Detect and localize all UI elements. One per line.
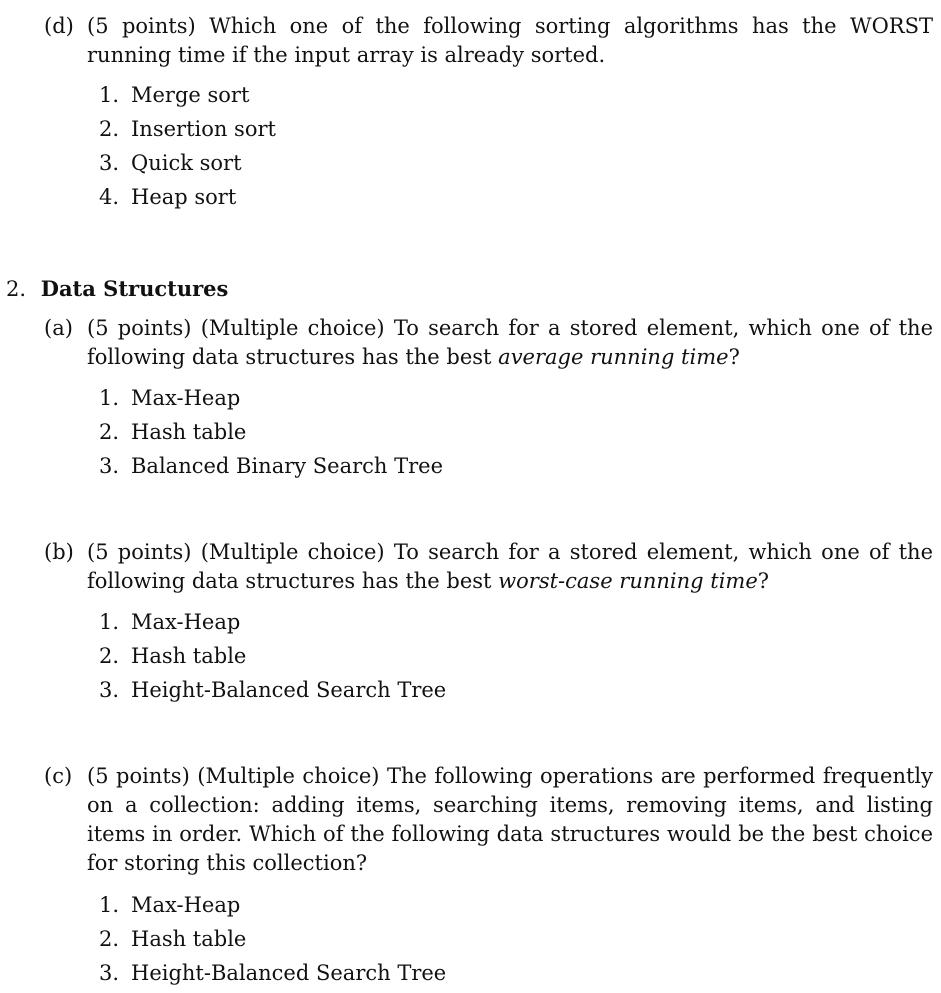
question-text: (5 points) (Multiple choice) The following operations are performed frequently on a collection: adding items, searching items, removing items, and listing items in order. Which of the following data structures would be the best choice for storing this collection? <box>87 764 933 875</box>
option-number: 2. <box>99 927 120 951</box>
section-number: 2. <box>6 277 27 301</box>
question-tag: (b) <box>44 540 74 564</box>
option-item <box>99 449 443 483</box>
option-label: Quick sort <box>131 151 242 175</box>
option-item <box>99 639 446 673</box>
option-item <box>99 381 443 415</box>
option-number: 1. <box>99 83 120 107</box>
option-label: Max-Heap <box>131 893 241 917</box>
option-item <box>99 922 446 956</box>
option-item <box>99 146 276 180</box>
option-label: Max-Heap <box>131 386 241 410</box>
option-number: 3. <box>99 961 120 985</box>
option-item <box>99 415 443 449</box>
option-number: 2. <box>99 644 120 668</box>
question-tag: (c) <box>44 764 73 788</box>
option-item <box>99 605 446 639</box>
option-item <box>99 180 276 214</box>
option-number: 2. <box>99 117 120 141</box>
option-number: 4. <box>99 185 120 209</box>
option-label: Heap sort <box>131 185 237 209</box>
section-heading <box>6 274 228 304</box>
question-tag: (d) <box>44 14 74 38</box>
option-label: Insertion sort <box>131 117 276 141</box>
question-tag: (a) <box>44 316 73 340</box>
option-number: 1. <box>99 610 120 634</box>
option-number: 3. <box>99 678 120 702</box>
option-item <box>99 888 446 922</box>
emphasis-text: worst-case running time <box>498 569 758 593</box>
option-number: 3. <box>99 151 120 175</box>
section-title: Data Structures <box>40 276 229 301</box>
question-text: (5 points) (Multiple choice) To search for a stored element, which one of the following data structures has the best worst-case running time? <box>87 540 933 593</box>
option-label: Balanced Binary Search Tree <box>131 454 444 478</box>
option-number: 1. <box>99 386 120 410</box>
option-label: Hash table <box>131 420 247 444</box>
option-label: Hash table <box>131 644 247 668</box>
option-list-2b <box>99 605 446 707</box>
option-list-2a <box>99 381 443 483</box>
option-list-2c <box>99 888 446 990</box>
option-label: Hash table <box>131 927 247 951</box>
option-number: 2. <box>99 420 120 444</box>
option-item <box>99 112 276 146</box>
option-label: Max-Heap <box>131 610 241 634</box>
option-list-1d <box>99 78 276 214</box>
option-label: Merge sort <box>131 83 250 107</box>
option-label: Height-Balanced Search Tree <box>131 961 447 985</box>
option-item <box>99 78 276 112</box>
option-number: 1. <box>99 893 120 917</box>
question-text: (5 points) Which one of the following sorting algorithms has the WORST running time if the input array is already sorted. <box>87 14 933 67</box>
emphasis-text: average running time <box>498 345 729 369</box>
option-label: Height-Balanced Search Tree <box>131 678 447 702</box>
option-item <box>99 673 446 707</box>
option-number: 3. <box>99 454 120 478</box>
question-text: (5 points) (Multiple choice) To search for a stored element, which one of the following data structures has the best average running time? <box>87 316 933 369</box>
option-item <box>99 956 446 990</box>
